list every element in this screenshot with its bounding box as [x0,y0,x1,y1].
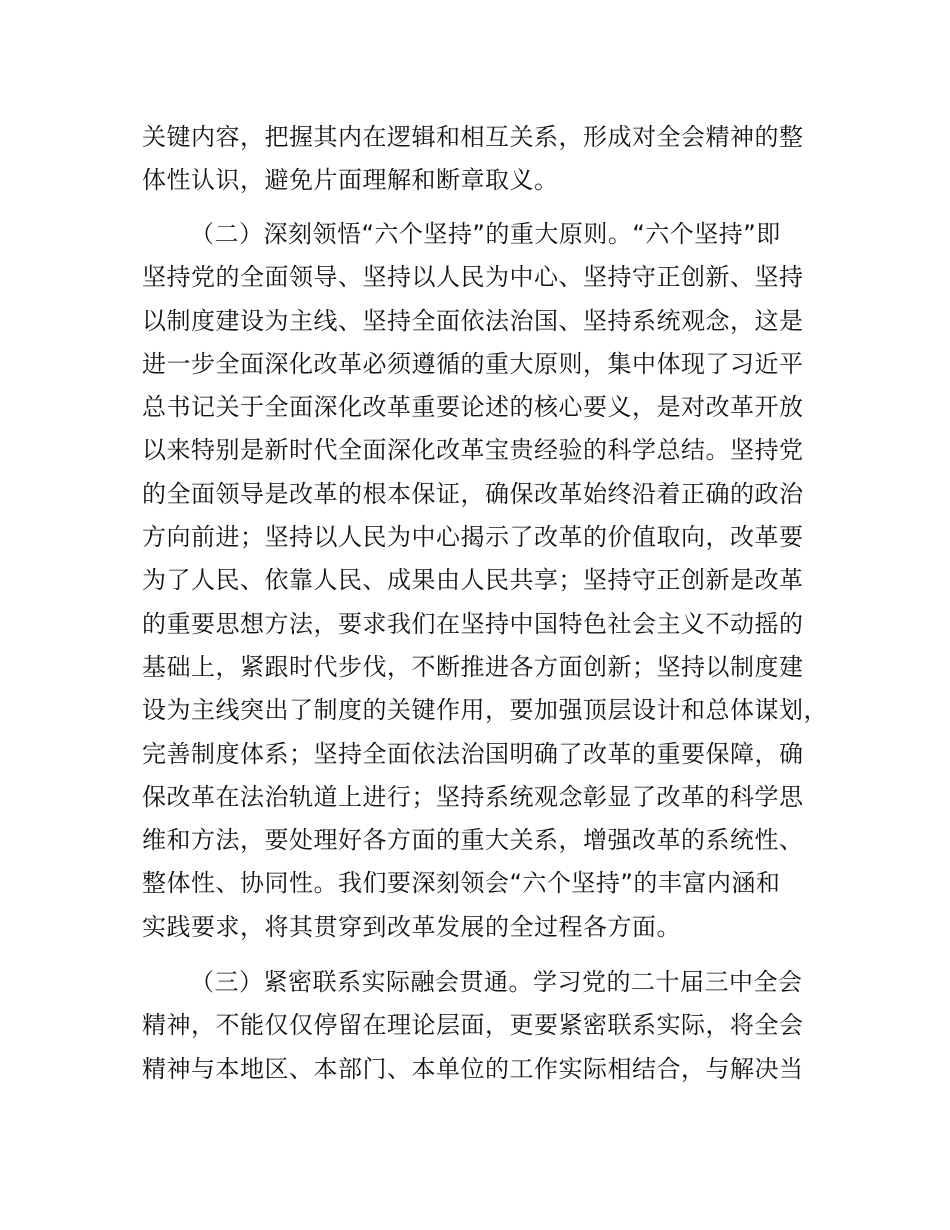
paragraph-section-two [142,213,842,949]
section-heading-line: （三）紧密联系实际融会贯通。学习党的二十届三中全会 [190,968,803,996]
text-line: 实践要求，将其贯穿到改革发展的全过程各方面。 [142,912,681,941]
text-line: 维和方法，要处理好各方面的重大关系，增强改革的系统性、 [142,826,804,855]
text-line: 设为主线突出了制度的关键作用，要加强顶层设计和总体谋划， [142,696,828,725]
text-line: 总书记关于全面深化改革重要论述的核心要义，是对改革开放 [142,393,804,422]
text-line: 基础上，紧跟时代步伐，不断推进各方面创新；坚持以制度建 [142,652,804,681]
section-heading-line: （二）深刻领悟“六个坚持”的重大原则。“六个坚持”即 [190,220,781,248]
text-line: 精神与本地区、本部门、本单位的工作实际相结合，与解决当 [142,1054,804,1083]
text-line: 以来特别是新时代全面深化改革宝贵经验的科学总结。坚持党 [142,436,804,465]
text-line: 进一步全面深化改革必须遵循的重大原则，集中体现了习近平 [142,349,804,378]
text-line: 关键内容，把握其内在逻辑和相互关系，形成对全会精神的整 [142,123,804,151]
text-line: 完善制度体系；坚持全面依法治国明确了改革的重要保障，确 [142,739,804,768]
text-line: 的重要思想方法，要求我们在坚持中国特色社会主义不动摇的 [142,609,804,638]
text-line: 坚持党的全面领导、坚持以人民为中心、坚持守正创新、坚持 [142,263,804,292]
text-line: 为了人民、依靠人民、成果由人民共享；坚持守正创新是改革 [142,566,804,595]
text-line: 精神，不能仅仅停留在理论层面，更要紧密联系实际，将全会 [142,1011,804,1040]
paragraph-continuation [142,116,842,203]
text-line: 整体性、协同性。我们要深刻领会“六个坚持”的丰富内涵和 [142,869,781,898]
text-line: 以制度建设为主线、坚持全面依法治国、坚持系统观念，这是 [142,306,804,335]
text-line: 体性认识，避免片面理解和断章取义。 [142,166,559,195]
paragraph-section-three [142,961,842,1091]
text-line: 的全面领导是改革的根本保证，确保改革始终沿着正确的政治 [142,479,804,508]
text-line: 方向前进；坚持以人民为中心揭示了改革的价值取向，改革要 [142,523,804,552]
text-line: 保改革在法治轨道上进行；坚持系统观念彰显了改革的科学思 [142,782,804,811]
